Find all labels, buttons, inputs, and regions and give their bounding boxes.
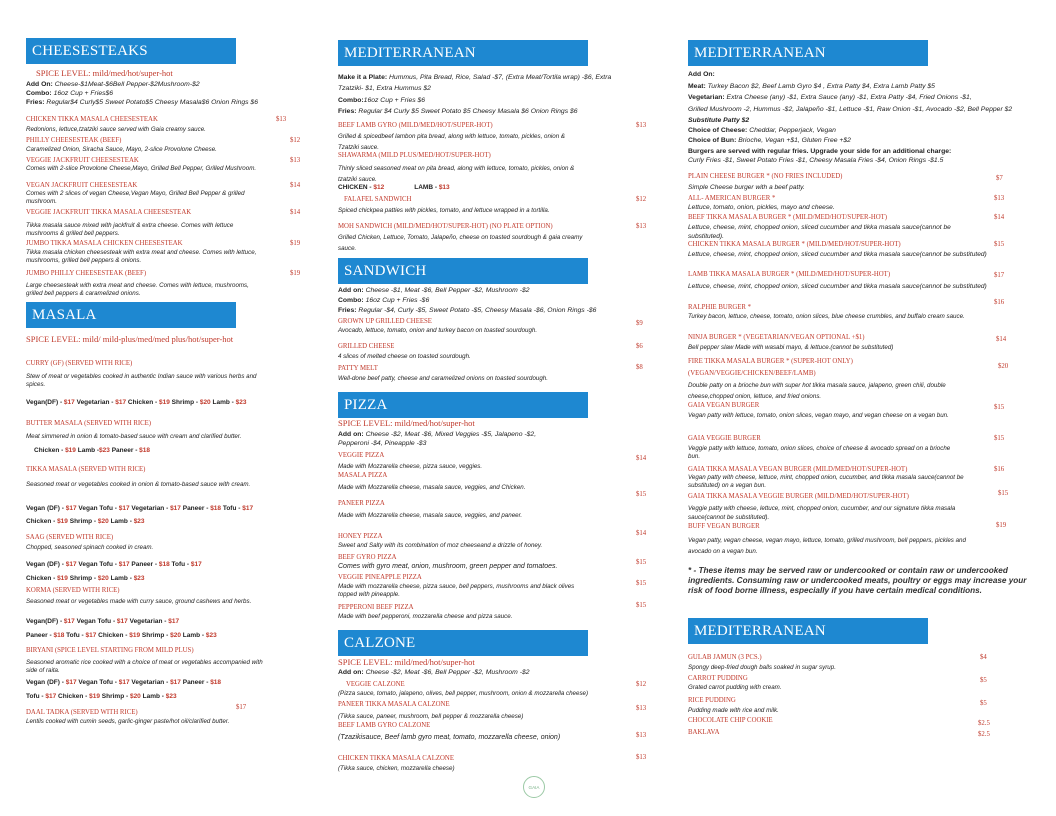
- item-desc: Tikka masala sauce mixed with jackfruit & extra cheese. Comes with lettuce mushrooms & grilled bell peppers.: [26, 222, 234, 237]
- item-name: FALAFEL SANDWICH: [344, 196, 412, 203]
- item-price: $17: [994, 272, 1005, 279]
- price-line: Vegan (DF) - $17 Vegan Tofu - $17 Paneer - $18 Tofu - $17: [26, 561, 202, 568]
- item-name: TIKKA MASALA (SERVED WITH RICE): [26, 466, 146, 473]
- fries-line: Fries: Regular -$4, Curly -$5, Sweet Potato -$5, Cheesy Masala -$6, Onion Rings -$6: [338, 307, 597, 314]
- item-price: $2.5: [978, 720, 990, 727]
- item-desc: Redonions, lettuce,tzatziki sauce served with Gaia creamy sauce.: [26, 126, 206, 133]
- addon-line: Add on: Cheese -$1, Meat -$6, Bell Pepper -$2, Mushroom -$2: [338, 287, 530, 294]
- section-header-pizza: PIZZA: [338, 392, 588, 418]
- item-price: $5: [980, 700, 987, 707]
- item-desc: Caramelized Onion, Siracha Sauce, Mayo, 2-slice Provolone Cheese.: [26, 146, 217, 153]
- addon-line: Add On: Cheese-$1Meat-$6Bell Pepper-$2Mushroom-$2: [26, 81, 200, 88]
- price-line: Chicken - $19 Lamb -$23 Paneer - $18: [34, 447, 151, 454]
- price-line: Chicken - $19 Shrimp - $20 Lamb - $23: [26, 575, 145, 582]
- item-price: $9: [636, 320, 643, 327]
- bun-choice: Choice of Bun: Brioche, Vegan +$1, Gluten Free +$2: [688, 137, 851, 144]
- item-desc: Simple Cheese burger with a beef patty.: [688, 184, 805, 191]
- item-price: $14: [636, 455, 647, 462]
- item-price: $13: [636, 705, 647, 712]
- upgrade-note: Burgers are served with regular fries. Upgrade your side for an additional charge:: [688, 148, 952, 155]
- item-desc: Thinly sliced seasoned meat on pita bread, along with lettuce, tomato, pickles, onion & tzatziki sauce.: [338, 165, 575, 183]
- price-line: Paneer - $18 Tofu - $17 Chicken - $19 Shrimp - $20 Lamb - $23: [26, 632, 217, 639]
- item-name: VEGGIE PIZZA: [338, 452, 385, 459]
- gaia-logo: GAIA: [523, 776, 545, 798]
- item-price: $15: [636, 602, 647, 609]
- item-desc: Comes with 2 slices of vegan Cheese,Vegan Mayo, Grilled Bell Pepper & grilled mushroom.: [26, 190, 245, 205]
- item-name: GROWN UP GRILLED CHEESE: [338, 318, 432, 325]
- item-price: $15: [636, 491, 647, 498]
- item-price: $4: [980, 654, 987, 661]
- section-header-burgers: MEDITERRANEAN: [688, 40, 928, 66]
- upgrade-options: Curly Fries -$1, Sweet Potato Fries -$1, Cheesy Masala Fries -$4, Onion Rings -$1.5: [688, 157, 944, 164]
- item-desc: Avocado, lettuce, tomato, onion and turkey bacon on toasted sourdough.: [338, 327, 538, 334]
- item-desc: Spongy deep-fried dough balls soaked in sugar syrup.: [688, 664, 836, 671]
- item-price: $12: [636, 681, 647, 688]
- item-name: RALPHIE BURGER *: [688, 304, 752, 311]
- meat-addons: Meat: Turkey Bacon $2, Beef Lamb Gyro $4 , Extra Patty $4, Extra Lamb Patty $5: [688, 83, 935, 90]
- item-price: $8: [636, 364, 643, 371]
- price-line: Chicken - $19 Shrimp - $20 Lamb - $23: [26, 518, 145, 525]
- item-desc: Made with mozzarella cheese, pizza sauce, bell peppers, mushrooms and black olives topped with pineapple.: [338, 583, 575, 598]
- section-header-sandwich: SANDWICH: [338, 258, 588, 284]
- item-price: $14: [290, 182, 301, 189]
- item-name: CURRY (GF) (SERVED WITH RICE): [26, 360, 133, 367]
- item-desc: Vegan patty, vegan cheese, vegan mayo, lettuce, tomato, grilled mushroom, bell peppers, pickles and avocado on a vegan bun.: [688, 537, 966, 555]
- spice-level: SPICE LEVEL: mild/med/hot/super-hot: [338, 418, 475, 428]
- item-name: NINJA BURGER * (VEGETARIAN/VEGAN OPTIONAL +$1): [688, 334, 865, 341]
- item-desc: Tikka masala chicken cheesesteak with extra meat and cheese. Comes with lettuce, mushrooms, grilled bell peppers & onions.: [26, 249, 257, 264]
- item-desc: Double patty on a brioche bun with super hot tikka masala sauce, jalapeno, green chili, double cheese,chopped onion, lettuce, and fried onions.: [688, 382, 946, 400]
- item-name: PANEER TIKKA MASALA CALZONE: [338, 701, 450, 708]
- addon-title: Add On:: [688, 71, 715, 78]
- item-desc: Comes with gyro meat, onion, mushroom, green pepper and tomatoes.: [338, 563, 558, 570]
- item-desc: Large cheesesteak with extra meat and cheese. Comes with lettuce, mushrooms, grilled bell peppers & caramelized onions.: [26, 282, 249, 297]
- item-name: BEEF LAMB GYRO CALZONE: [338, 722, 431, 729]
- item-price: $13: [636, 223, 647, 230]
- item-desc: Lettuce, cheese, mint, chopped onion, sliced cucumber and tikka masala sauce(cannot be substituted).: [688, 224, 951, 240]
- item-name: VEGGIE PINEAPPLE PIZZA: [338, 574, 422, 581]
- item-name: BUFF VEGAN BURGER: [688, 523, 760, 530]
- item-price: $16: [994, 466, 1005, 473]
- item-desc: Seasoned meat or vegetables made with curry sauce, ground cashews and herbs.: [26, 598, 252, 605]
- item-desc: Sweet and Salty with its combination of moz cheeseand a drizzle of honey.: [338, 542, 543, 549]
- item-name: CARROT PUDDING: [688, 675, 748, 682]
- item-desc: Grilled Chicken, Lettuce, Tomato, Jalapeño, cheese on toasted sourdough & gaia creamy sauce.: [338, 234, 583, 252]
- item-name: CHICKEN TIKKA MASALA CALZONE: [338, 755, 454, 762]
- item-name: BEEF TIKKA MASALA BURGER * (MILD/MED/HOT/SUPER-HOT): [688, 214, 888, 221]
- combo-line: Combo:16oz Cup + Fries $6: [338, 97, 426, 104]
- item-name: FIRE TIKKA MASALA BURGER * (SUPER-HOT ONLY) (VEGAN/VEGGIE/CHICKEN/BEEF/LAMB): [688, 358, 853, 377]
- item-name: GAIA TIKKA MASALA VEGAN BURGER (MILD/MED/HOT/SUPER-HOT): [688, 466, 908, 473]
- item-desc: Grilled & spicedbeef lambon pita bread, along with lettuce, tomato, pickles, onion & Tzatziki sauce.: [338, 133, 566, 151]
- item-desc: (Tikka sauce, chicken, mozzarella cheese): [338, 765, 455, 772]
- item-desc: (Tzazikisauce, Beef lamb gyro meat, tomato, mozzarella cheese, onion): [338, 734, 561, 741]
- item-name: BAKLAVA: [688, 729, 720, 736]
- item-desc: Grated carrot pudding with cream.: [688, 684, 782, 691]
- item-desc: Made with Mozzarella cheese, masala sauce, veggies, and Chicken.: [338, 484, 526, 491]
- item-name: GRILLED CHEESE: [338, 343, 395, 350]
- item-price: $16: [994, 299, 1005, 306]
- item-desc: Made with Mozzarella cheese, pizza sauce, veggies.: [338, 463, 483, 470]
- item-desc: Chopped, seasoned spinach cooked in cream.: [26, 544, 154, 551]
- item-price: $12: [290, 137, 301, 144]
- item-name: VEGGIE JACKFRUIT CHEESESTEAK: [26, 157, 139, 164]
- item-name: BIRYANI (SPICE LEVEL STARTING FROM MILD PLUS): [26, 647, 194, 654]
- item-desc: Lettuce, tomato, onion, pickles, mayo and cheese.: [688, 204, 835, 211]
- price-line: Vegan(DF) - $17 Vegetarian - $17 Chicken - $19 Shrimp - $20 Lamb - $23: [26, 399, 247, 406]
- item-price: $5: [980, 677, 987, 684]
- substitute-patty: Substitute Patty $2: [688, 117, 750, 124]
- item-name: GAIA VEGGIE BURGER: [688, 435, 761, 442]
- item-name: DAAL TADKA (SERVED WITH RICE): [26, 709, 138, 716]
- item-desc: Made with beef pepperoni, mozzarella cheese and pizza sauce.: [338, 613, 513, 620]
- item-desc: Vegan patty with cheese, lettuce, mint, chopped onion, cucumber, and tikka masala sauce(cannot be substituted) on a vegan bun.: [688, 474, 964, 489]
- item-desc: Pudding made with rice and milk.: [688, 707, 779, 714]
- price-line: Vegan (DF) - $17 Vegan Tofu - $17 Vegetarian - $17 Paneer - $18: [26, 679, 222, 686]
- item-desc: Seasoned aromatic rice cooked with a choice of meat or vegetables accompanied with side of raita.: [26, 659, 263, 674]
- raw-food-warning: * - These items may be served raw or undercooked or contain raw or undercooked ingredients. Consuming raw or undercooked meats, poultry or eggs may increase your risk of food borne illness, especially if you have certain medical conditions.: [688, 566, 1027, 595]
- item-price: $13: [636, 754, 647, 761]
- price-line: Tofu - $17 Chicken - $19 Shrimp - $20 Lamb - $23: [26, 693, 177, 700]
- item-desc: Seasoned meat or vegetables cooked in onion & tomato-based sauce with cream.: [26, 481, 251, 488]
- item-price: $15: [994, 404, 1005, 411]
- item-price: $13: [636, 732, 647, 739]
- item-name: VEGAN JACKFRUIT CHEESESTEAK: [26, 182, 138, 189]
- item-name: BEEF LAMB GYRO (MILD/MED/HOT/SUPER-HOT): [338, 122, 493, 129]
- fries-line: Fries: Regular $4 Curly $5 Sweet Potato $5 Cheesy Masala $6 Onion Rings $6: [338, 108, 578, 115]
- item-desc: Spiced chickpea patties with pickles, tomato, and lettuce wrapped in a tortilla.: [338, 207, 550, 214]
- item-desc: 4 slices of melted cheese on toasted sourdough.: [338, 353, 471, 360]
- plate-line: Make it a Plate: Hummus, Pita Bread, Rice, Salad -$7, (Extra Meat/Tortila wrap) -$6, Extra Tzatziki- $1, Extra Hummus $2: [338, 74, 612, 92]
- item-name: PANEER PIZZA: [338, 500, 385, 507]
- item-price: $14: [636, 530, 647, 537]
- item-name: CHOCOLATE CHIP COOKIE: [688, 717, 773, 724]
- cheese-choice: Choice of Cheese: Cheddar, Pepperjack, Vegan: [688, 127, 836, 134]
- item-desc: Bell pepper slaw Made with wasabi mayo, & lettuce.(cannot be substituted): [688, 344, 894, 351]
- item-desc: Lettuce, cheese, mint, chopped onion, sliced cucumber and tikka masala sauce(cannot be substituted): [688, 283, 987, 290]
- item-desc: (Tikka sauce, paneer, mushroom, bell pepper & mozzarella cheese): [338, 713, 524, 720]
- item-desc: Vegan patty with lettuce, tomato, onion slices, vegan mayo, and vegan cheese on a vegan bun.: [688, 412, 949, 419]
- item-desc: Veggie patty with cheese, lettuce, mint, chopped onion, cucumber, and our signature tikka masala sauce(cannot be substituted).: [688, 505, 956, 521]
- item-price: $15: [998, 490, 1009, 497]
- item-name: HONEY PIZZA: [338, 533, 383, 540]
- item-price: $19: [290, 240, 301, 247]
- item-price: $15: [994, 435, 1005, 442]
- item-desc: Made with Mozzarella cheese, masala sauce, veggies, and paneer.: [338, 512, 523, 519]
- item-price: $13: [636, 122, 647, 129]
- item-name: BEEF GYRO PIZZA: [338, 554, 397, 561]
- item-price: $15: [636, 580, 647, 587]
- item-desc: Turkey bacon, lettuce, cheese, tomato, onion slices, blue cheese crumbles, and buffalo cream sauce.: [688, 313, 965, 320]
- item-name: GAIA VEGAN BURGER: [688, 402, 760, 409]
- spice-level: SPICE LEVEL: mild/med/hot/super-hot: [338, 657, 475, 667]
- item-name: CHICKEN TIKKA MASALA BURGER * (MILD/MED/HOT/SUPER-HOT): [688, 241, 901, 248]
- veg-addons-2: Grilled Mushroom -2, Hummus -$2, Jalapeño -$1, Lettuce -$1, Raw Onion -$1, Avocado -$2, Bell Pepper $2: [688, 106, 1013, 113]
- item-price: $15: [994, 241, 1005, 248]
- item-name: GAIA TIKKA MASALA VEGGIE BURGER (MILD/MED/HOT/SUPER-HOT): [688, 493, 909, 500]
- fries-line: Fries: Regular$4 Curly$5 Sweet Potato$5 Cheesy Masala$6 Onion Rings $6: [26, 99, 258, 106]
- spice-level: SPICE LEVEL: mild/ mild-plus/med/med plus/hot/super-hot: [26, 334, 234, 344]
- item-name: PHILLY CHEESESTEAK (BEEF): [26, 137, 122, 144]
- spice-level: SPICE LEVEL: mild/med/hot/super-hot: [36, 68, 173, 78]
- item-price: $13: [276, 116, 287, 123]
- item-desc: Veggie patty with lettuce, tomato, onion slices, choice of cheese & avocado spread on a brioche bun.: [688, 445, 951, 460]
- item-price: $14: [290, 209, 301, 216]
- item-name: GULAB JAMUN (3 PCS.): [688, 654, 762, 661]
- item-price: $14: [994, 214, 1005, 221]
- item-name: PEPPERONI BEEF PIZZA: [338, 604, 414, 611]
- item-price: $7: [996, 175, 1003, 182]
- item-name: RICE PUDDING: [688, 697, 736, 704]
- addon-line: Add on: Cheese -$2, Meat -$6, Bell Pepper -$2, Mushroom -$2: [338, 669, 530, 676]
- item-name: JUMBO PHILLY CHEESESTEAK (BEEF): [26, 270, 147, 277]
- item-price: $19: [290, 270, 301, 277]
- item-name: MOH SANDWICH (MILD/MED/HOT/SUPER-HOT) (NO PLATE OPTION): [338, 223, 553, 230]
- item-name: CHICKEN TIKKA MASALA CHEESESTEAK: [26, 116, 158, 123]
- section-header-desserts: MEDITERRANEAN: [688, 618, 928, 644]
- item-desc: Lettuce, cheese, mint, chopped onion, sliced cucumber and tikka masala sauce(cannot be substituted): [688, 251, 987, 258]
- item-price: $12: [636, 196, 647, 203]
- item-name: PATTY MELT: [338, 365, 378, 372]
- price-line: Vegan (DF) - $17 Vegan Tofu - $17 Vegetarian - $17 Paneer - $18 Tofu - $17: [26, 505, 254, 512]
- section-header-masala: MASALA: [26, 302, 236, 328]
- item-desc: Meat simmered in onion & tomato-based sauce with cream and clarified butter.: [26, 433, 242, 440]
- item-price: $20: [998, 363, 1009, 370]
- item-price: $19: [996, 522, 1007, 529]
- item-price: $17: [236, 704, 247, 711]
- item-desc: Well-done beef patty, cheese and caramelized onions on toasted sourdough.: [338, 375, 548, 382]
- combo-line: Combo: 16oz Cup + Fries -$6: [338, 297, 430, 304]
- item-name: LAMB TIKKA MASALA BURGER * (MILD/MED/HOT/SUPER-HOT): [688, 271, 891, 278]
- item-name: VEGGIE JACKFRUIT TIKKA MASALA CHEESESTEAK: [26, 209, 192, 216]
- item-desc: Stew of meat or vegetables cooked in authentic Indian sauce with various herbs and spices.: [26, 373, 257, 388]
- section-header-cheesesteaks: CHEESESTEAKS: [26, 38, 236, 64]
- item-name: SHAWARMA (MILD PLUS/MED/HOT/SUPER-HOT): [338, 152, 491, 159]
- item-price: $15: [636, 559, 647, 566]
- item-name: JUMBO TIKKA MASALA CHICKEN CHEESESTEAK: [26, 240, 183, 247]
- combo-line: Combo: 16oz Cup + Fries$6: [26, 90, 114, 97]
- item-name: MASALA PIZZA: [338, 472, 388, 479]
- item-desc: (Pizza sauce, tomato, jalapeno, olives, bell pepper, mushroom, onion & mozzarella cheese): [338, 690, 589, 697]
- item-desc: Comes with 2-slice Provolone Cheese,Mayo, Grilled Bell Pepper, Grilled Mushroom.: [26, 165, 257, 172]
- section-header-calzone: CALZONE: [338, 630, 588, 656]
- item-desc: Lentils cooked with cumin seeds, garlic-ginger paste/hot oil/clarified butter.: [26, 718, 230, 725]
- item-price: $13: [290, 157, 301, 164]
- price-line: Vegan(DF) - $17 Vegan Tofu - $17 Vegetarian - $17: [26, 618, 180, 625]
- item-name: SAAG (SERVED WITH RICE): [26, 534, 114, 541]
- veg-addons: Vegetarian: Extra Cheese (any) -$1, Extra Sauce (any) -$1, Extra Patty -$4, Fried Onions -$1,: [688, 94, 972, 101]
- section-header-mediterranean: MEDITERRANEAN: [338, 40, 588, 66]
- item-price: $2.5: [978, 731, 990, 738]
- item-price: $13: [994, 195, 1005, 202]
- item-name: VEGGIE CALZONE: [346, 681, 405, 688]
- item-name: PLAIN CHEESE BURGER * (NO FRIES INCLUDED): [688, 173, 843, 180]
- addon-line: Add on: Cheese -$2, Meat -$6, Mixed Veggies -$5, Jalapeno -$2, Pepperoni -$4, Pineapple -$3: [338, 431, 537, 447]
- item-name: KORMA (SERVED WITH RICE): [26, 587, 120, 594]
- item-price: $6: [636, 343, 643, 350]
- item-name: ALL- AMERICAN BURGER *: [688, 195, 776, 202]
- price-line: CHICKEN - $12 LAMB - $13: [338, 184, 450, 191]
- item-price: $14: [996, 336, 1007, 343]
- item-name: BUTTER MASALA (SERVED WITH RICE): [26, 420, 152, 427]
